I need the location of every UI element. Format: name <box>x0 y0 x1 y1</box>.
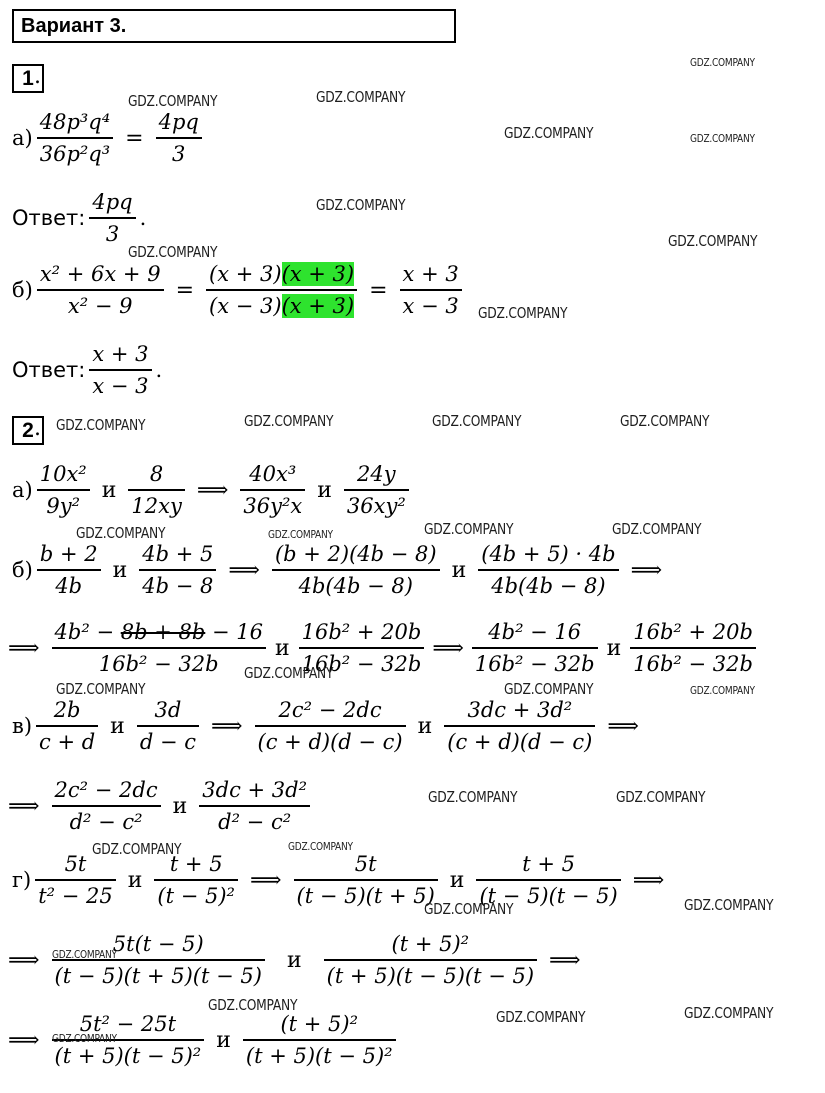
implies-arrow: ⟹ <box>549 947 581 973</box>
implies-arrow: ⟹ <box>8 635 40 661</box>
fraction: $\frac{\text{4b² − 16}}{\text{16b² − 32b}}$ <box>472 620 598 676</box>
task1-a-answer: Ответ: $\frac{4pq}{3}$ . <box>12 190 147 246</box>
fraction: $\frac{(4b + 5) \cdot 4b}{4b(4b - 8)}$ <box>478 542 618 598</box>
watermark: GDZ.COMPANY <box>208 996 298 1014</box>
task1-a-equation <box>12 110 206 166</box>
task2-d-line1 <box>12 852 672 908</box>
task-number-dot: . <box>34 416 41 441</box>
item-label: в) <box>12 714 33 738</box>
fraction: $\frac{(b + 2)(4b - 8)}{4b(4b - 8)}$ <box>272 542 440 598</box>
and-word: и <box>172 793 188 819</box>
implies-arrow: ⟹ <box>432 635 464 661</box>
watermark: GDZ.COMPANY <box>244 412 334 430</box>
fraction: $\frac{(x + 3)(x + 3)}{(x - 3)(x + 3)}$ <box>206 262 357 318</box>
and-word: и <box>606 635 622 661</box>
task-number-2: 2 <box>12 416 44 445</box>
watermark: GDZ.COMPANY <box>504 124 594 142</box>
equals-sign: = <box>175 277 195 303</box>
watermark: GDZ.COMPANY <box>56 680 146 698</box>
fraction: $\frac{\text{4b² − 8b + 8b − 16}}{\text{16b² − 32b}}$ <box>52 620 266 676</box>
implies-arrow: ⟹ <box>8 1027 40 1053</box>
watermark: GDZ.COMPANY <box>128 92 218 110</box>
answer-label: Ответ: <box>12 206 86 230</box>
item-label: г) <box>12 868 32 892</box>
task2-b-line1 <box>12 542 670 598</box>
task-number-dot: . <box>34 64 41 89</box>
watermark: GDZ.COMPANY <box>690 684 755 697</box>
highlighted-factor: (x + 3) <box>281 262 355 286</box>
task2-c-line1 <box>12 698 647 754</box>
and-word: и <box>317 477 332 503</box>
fraction: $\frac{8}{12xy}$ <box>128 462 184 518</box>
watermark: GDZ.COMPANY <box>92 840 182 858</box>
watermark: GDZ.COMPANY <box>432 412 522 430</box>
watermark: GDZ.COMPANY <box>288 840 353 853</box>
watermark: GDZ.COMPANY <box>244 664 334 682</box>
fraction: $\frac{\text{3dc + 3d²}}{\text{d² − c²}}$ <box>199 778 310 834</box>
implies-arrow: ⟹ <box>632 867 665 893</box>
watermark: GDZ.COMPANY <box>684 896 774 914</box>
fraction: $\frac{\text{(t + 5)²}}{(t + 5)(t - 5)(t - 5)}$ <box>324 932 537 988</box>
fraction: $\frac{5t}{(t - 5)(t + 5)}$ <box>294 852 438 908</box>
equals-sign: = <box>125 125 144 151</box>
task2-b-line2 <box>8 620 760 676</box>
implies-arrow: ⟹ <box>228 557 260 583</box>
fraction: $\frac{4b + 5}{4b - 8}$ <box>139 542 216 598</box>
watermark: GDZ.COMPANY <box>684 1004 774 1022</box>
fraction: $\frac{\text{10x²}}{\text{9y²}}$ <box>37 462 90 518</box>
watermark: GDZ.COMPANY <box>496 1008 586 1026</box>
task1-b-equation <box>12 262 466 318</box>
and-word: и <box>112 557 128 583</box>
variant-title-text: Вариант 3. <box>21 15 127 37</box>
implies-arrow: ⟹ <box>211 713 243 739</box>
variant-title <box>12 9 456 43</box>
and-word: и <box>101 477 117 503</box>
watermark: GDZ.COMPANY <box>268 528 333 541</box>
watermark: GDZ.COMPANY <box>128 243 218 261</box>
and-word: и <box>127 867 143 893</box>
and-word: и <box>417 713 433 739</box>
fraction: $\frac{\text{48p³q⁴}}{\text{36p²q³}}$ <box>37 110 113 166</box>
watermark: GDZ.COMPANY <box>504 680 594 698</box>
task-number-1: 1 <box>12 64 44 93</box>
watermark: GDZ.COMPANY <box>690 56 755 69</box>
fraction: $\frac{t + 5}{(t - 5)(t - 5)}$ <box>476 852 620 908</box>
fraction: $\frac{\text{2c² − 2dc}}{\text{d² − c²}}$ <box>52 778 161 834</box>
watermark: GDZ.COMPANY <box>316 88 406 106</box>
task1-b-answer: Ответ: $\frac{x + 3}{x - 3}$ . <box>12 342 163 398</box>
item-label: а) <box>12 126 33 150</box>
fraction: $\frac{\text{2c² − 2dc}}{(c + d)(d - c)}$ <box>255 698 406 754</box>
item-label: б) <box>12 278 33 302</box>
task2-a-line <box>12 462 413 518</box>
watermark: GDZ.COMPANY <box>52 948 117 961</box>
watermark: GDZ.COMPANY <box>424 900 514 918</box>
watermark: GDZ.COMPANY <box>76 524 166 542</box>
fraction: $\frac{x + 3}{x - 3}$ <box>89 342 151 398</box>
and-word: и <box>286 947 302 973</box>
watermark: GDZ.COMPANY <box>616 788 706 806</box>
watermark: GDZ.COMPANY <box>690 132 755 145</box>
watermark: GDZ.COMPANY <box>56 416 146 434</box>
watermark: GDZ.COMPANY <box>668 232 758 250</box>
and-word: и <box>451 557 467 583</box>
fraction: $\frac{\text{5t² − 25t}}{\text{(t + 5)(t − 5)²}}$ <box>52 1012 205 1068</box>
watermark: GDZ.COMPANY <box>428 788 518 806</box>
watermark: GDZ.COMPANY <box>620 412 710 430</box>
fraction: $\frac{\text{16b² + 20b}}{\text{16b² − 32b}}$ <box>630 620 756 676</box>
fraction: $\frac{\text{3dc + 3d²}}{(c + d)(d - c)}$ <box>444 698 595 754</box>
and-word: и <box>274 635 290 661</box>
implies-arrow: ⟹ <box>8 947 40 973</box>
equals-sign: = <box>369 277 388 303</box>
fraction: $\frac{24y}{\text{36xy²}}$ <box>344 462 409 518</box>
implies-arrow: ⟹ <box>196 477 229 503</box>
watermark: GDZ.COMPANY <box>52 1032 117 1045</box>
fraction: $\frac{\text{40x³}}{\text{36y²x}}$ <box>240 462 305 518</box>
task2-c-line2 <box>8 778 314 834</box>
implies-arrow: ⟹ <box>607 713 639 739</box>
watermark: GDZ.COMPANY <box>424 520 514 538</box>
fraction: $\frac{b + 2}{4b}$ <box>37 542 101 598</box>
and-word: и <box>110 713 125 739</box>
watermark: GDZ.COMPANY <box>612 520 702 538</box>
fraction: $\frac{\text{16b² + 20b}}{\text{16b² − 32b}}$ <box>299 620 425 676</box>
fraction: $\frac{5t}{\text{t² − 25}}$ <box>35 852 116 908</box>
fraction: $\frac{2b}{c + d}$ <box>36 698 98 754</box>
and-word: и <box>216 1027 231 1053</box>
watermark: GDZ.COMPANY <box>316 196 406 214</box>
highlighted-factor: (x + 3) <box>281 294 355 318</box>
fraction: $\frac{4pq}{3}$ <box>89 190 135 246</box>
watermark: GDZ.COMPANY <box>478 304 568 322</box>
fraction: $\frac{3d}{d - c}$ <box>137 698 199 754</box>
fraction: $\frac{4pq}{3}$ <box>156 110 202 166</box>
fraction: $\frac{\text{(t + 5)²}}{\text{(t + 5)(t − 5)²}}$ <box>243 1012 396 1068</box>
implies-arrow: ⟹ <box>8 793 40 819</box>
and-word: и <box>449 867 465 893</box>
fraction: $\frac{x + 3}{x - 3}$ <box>400 262 462 318</box>
item-label: а) <box>12 478 33 502</box>
fraction: $\frac{t + 5}{\text{(t − 5)²}}$ <box>154 852 238 908</box>
cancelled-terms: 8b + 8b <box>120 620 206 644</box>
implies-arrow: ⟹ <box>249 867 282 893</box>
item-label: б) <box>12 558 33 582</box>
fraction: $\frac{5t(t - 5)}{(t - 5)(t + 5)(t - 5)}$ <box>52 932 265 988</box>
fraction: $\frac{\text{x² + 6x + 9}}{\text{x² − 9}}$ <box>37 262 164 318</box>
implies-arrow: ⟹ <box>630 557 663 583</box>
answer-label: Ответ: <box>12 358 86 382</box>
